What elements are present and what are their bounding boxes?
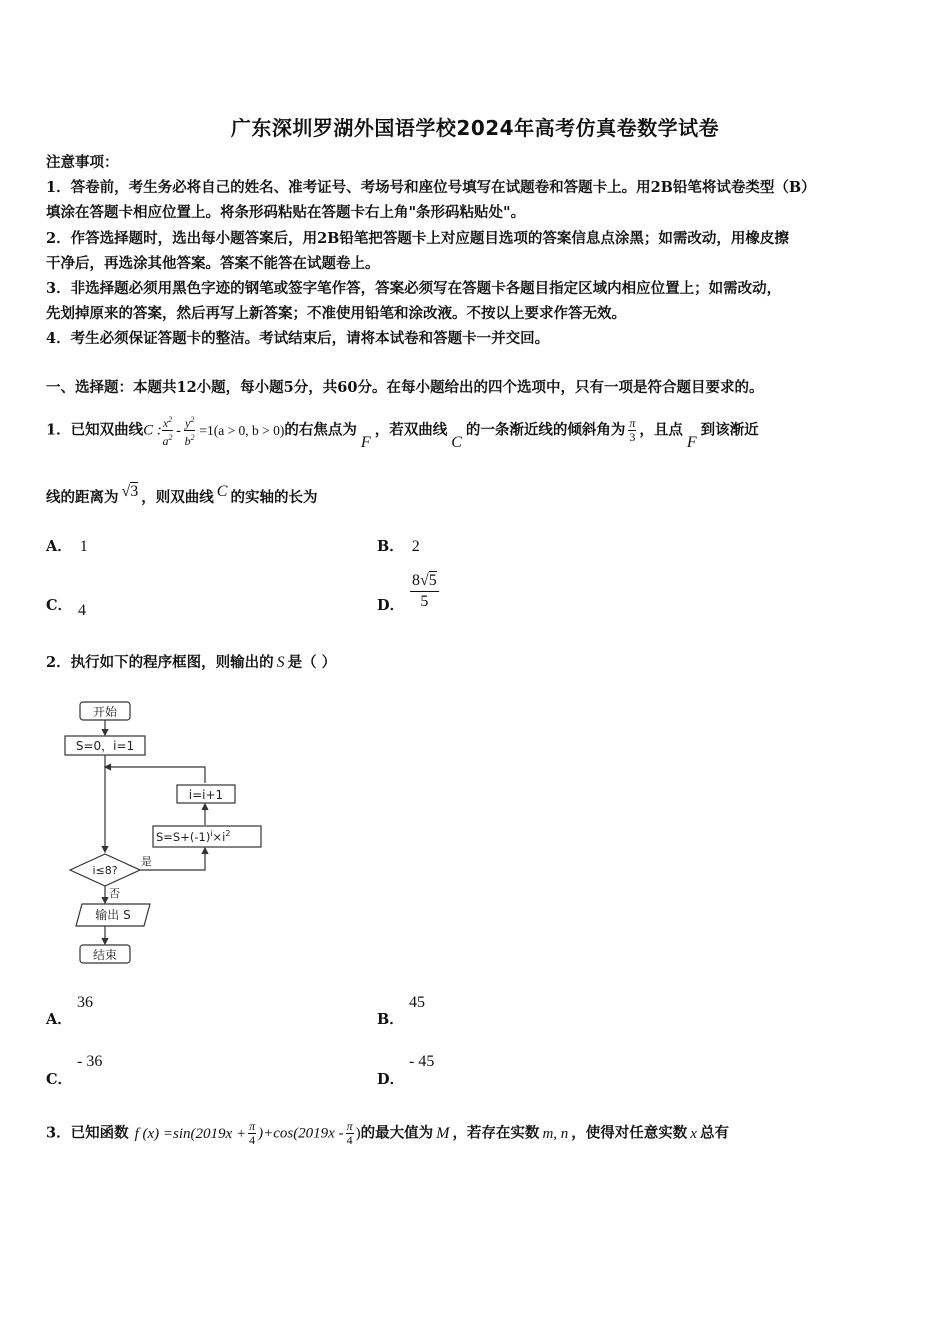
q1-b-sup: 2 xyxy=(190,433,195,442)
q1-option-b-label: B． xyxy=(377,538,404,555)
q1-d-coef: 8 xyxy=(412,572,420,589)
q1-option-a-label: A． xyxy=(46,538,72,555)
q1-text-6: 到该渐近 xyxy=(700,421,759,439)
q3-x: x xyxy=(690,1125,697,1142)
q1-option-c-value: 4 xyxy=(78,602,86,619)
q2-text-1: 2．执行如下的程序框图，则输出的 xyxy=(46,654,274,671)
q3-text-5: 总有 xyxy=(699,1124,729,1142)
question-1-line-2 xyxy=(46,485,317,510)
q1-option-d[interactable] xyxy=(377,594,404,615)
q1-a: a xyxy=(162,434,169,448)
q1-text-2: 的右焦点为 xyxy=(284,421,357,439)
q1-text: 1．已知双曲线 xyxy=(46,421,144,439)
q3-text-4: ，使得对任意实数 xyxy=(571,1124,688,1142)
q2-option-c-value: - 36 xyxy=(77,1053,103,1070)
q3-text-3: ，若存在实数 xyxy=(452,1124,540,1142)
q1-frac-x xyxy=(162,413,173,448)
flow-yes-label: 是 xyxy=(141,855,152,868)
q3-mn: m, n xyxy=(542,1125,569,1142)
notice-heading: 注意事项： xyxy=(46,154,119,171)
q1-eq-c: C : xyxy=(143,422,162,439)
q1-option-a[interactable] xyxy=(46,535,88,556)
q3-text-2: 的最大值为 xyxy=(360,1124,434,1142)
q3-pi2: π xyxy=(346,1119,353,1133)
q1-b: b xyxy=(184,434,191,448)
q1-d-den: 5 xyxy=(420,593,429,610)
q1-option-d-label: D． xyxy=(377,597,405,614)
q2-option-c[interactable]: C． xyxy=(46,1071,73,1088)
q3-frac-2 xyxy=(346,1120,354,1147)
q1-frac-y xyxy=(184,413,195,448)
q1-y: y xyxy=(185,416,191,430)
flowchart xyxy=(60,695,280,970)
q3-frac-1 xyxy=(248,1120,256,1147)
q1-option-c-label: C． xyxy=(46,597,73,614)
q1-frac-pi3 xyxy=(628,417,636,444)
notice-line-1b: 填涂在答题卡相应位置上。将条形码粘贴在答题卡右上角"条形码粘贴处"。 xyxy=(46,204,526,221)
question-2-line xyxy=(46,650,336,675)
question-3-line xyxy=(46,1120,729,1147)
question-1-line-1 xyxy=(46,413,759,451)
flow-end-text: 结束 xyxy=(92,948,118,962)
notice-line-4: 4．考生必须保证答题卡的整洁。考试结束后，请将本试卷和答题卡一并交回。 xyxy=(46,330,550,347)
q2-s: S xyxy=(276,654,285,671)
q1-x-sup: 2 xyxy=(168,415,173,424)
q1-option-a-value: 1 xyxy=(79,538,88,555)
q3-f3: ) xyxy=(355,1125,361,1142)
q2-option-b-value: 45 xyxy=(409,994,425,1011)
page-title: 广东深圳罗湖外国语学校2024年高考仿真卷数学试卷 xyxy=(230,116,720,140)
q3-text-1: 3．已知函数 xyxy=(46,1124,129,1142)
q1-option-b[interactable] xyxy=(377,535,420,556)
q1-text-4: 的一条渐近线的倾斜角为 xyxy=(465,421,626,439)
flow-inc-text: i=i+1 xyxy=(188,788,224,802)
q1-text-5: ，且点 xyxy=(639,421,683,439)
notice-line-3b: 先划掉原来的答案，然后再写上新答案；不准使用铅笔和涂改液。不按以上要求作答无效。 xyxy=(46,305,626,322)
q1-text-3: ，若双曲线 xyxy=(374,421,448,439)
q3-four1: 4 xyxy=(249,1133,256,1147)
q1-text-8: ，则双曲线 xyxy=(141,489,214,506)
q1-d-rad: 5 xyxy=(428,572,437,589)
q2-text-2: 是（ ） xyxy=(287,654,337,671)
flow-start-text: 开始 xyxy=(92,705,118,719)
flow-loop-arrow xyxy=(105,767,205,783)
notice-line-2a: 2．作答选择题时，选出每小题答案后，用2B铅笔把答题卡上对应题目选项的答案信息点涂黑；如需改动，用橡皮擦 xyxy=(46,230,789,247)
q1-curve-c: C xyxy=(451,433,462,451)
q3-f1: f (x) =sin(2019x + xyxy=(134,1125,247,1142)
q2-option-d-value: - 45 xyxy=(409,1053,435,1070)
q1-a-sup: 2 xyxy=(168,433,173,442)
section-heading: 一、选择题：本题共12小题，每小题5分，共60分。在每小题给出的四个选项中，只有一项是符合题目要求的。 xyxy=(46,379,764,396)
q1-minus: - xyxy=(176,422,182,439)
flow-update-main: S=S+(-1) xyxy=(156,830,211,844)
q1-x: x xyxy=(162,416,169,430)
q2-option-b[interactable]: B． xyxy=(377,1011,404,1028)
q3-four2: 4 xyxy=(346,1133,353,1147)
notice-line-1a: 1．答卷前，考生务必将自己的姓名、准考证号、考场号和座位号填写在试题卷和答题卡上。用2B铅笔将试卷类型（B） xyxy=(46,179,816,196)
flow-no-label: 否 xyxy=(109,887,120,900)
notice-line-2b: 干净后，再选涂其他答案。答案不能答在试题卷上。 xyxy=(46,255,380,272)
q1-option-c[interactable] xyxy=(46,594,72,615)
q1-option-b-value: 2 xyxy=(411,538,420,555)
q3-f2: )+cos(2019x - xyxy=(258,1125,344,1142)
q1-sqrt3-val: 3 xyxy=(130,483,139,500)
q1-text-7: 线的距离为 xyxy=(46,489,119,506)
flow-init-text: S=0，i=1 xyxy=(75,739,135,753)
flow-update-tail: ×i xyxy=(212,830,226,844)
q1-focus-f: F xyxy=(360,433,371,451)
notice-line-3a: 3．非选择题必须用黑色字迹的钢笔或签字笔作答，答案必须写在答题卡各题目指定区域内相应位置上；如需改动， xyxy=(46,280,782,297)
q2-option-d[interactable]: D． xyxy=(377,1071,405,1088)
q1-text-9: 的实轴的长为 xyxy=(230,489,318,506)
q1-option-d-value: 8√5 5 xyxy=(412,572,437,610)
q2-option-a[interactable]: A． xyxy=(46,1011,72,1028)
q1-sqrt3: √3 xyxy=(121,483,139,500)
q3-pi1: π xyxy=(249,1119,256,1133)
q1-pi: π xyxy=(629,416,636,430)
flow-update-sup2: 2 xyxy=(225,829,231,838)
q1-point-f: F xyxy=(686,433,697,451)
flow-update-sup: i xyxy=(210,829,213,838)
q3-m: M xyxy=(436,1124,450,1142)
flow-update-text xyxy=(156,829,230,844)
flow-output-text: 输出 S xyxy=(95,908,131,922)
flow-cond-text: i≤8? xyxy=(92,864,118,877)
q1-curve-c-2: C xyxy=(216,483,228,500)
q1-y-sup: 2 xyxy=(190,415,195,424)
q1-three: 3 xyxy=(629,430,636,444)
q1-eq-rest: =1(a > 0, b > 0) xyxy=(199,422,285,438)
q2-option-a-value: 36 xyxy=(77,994,93,1011)
